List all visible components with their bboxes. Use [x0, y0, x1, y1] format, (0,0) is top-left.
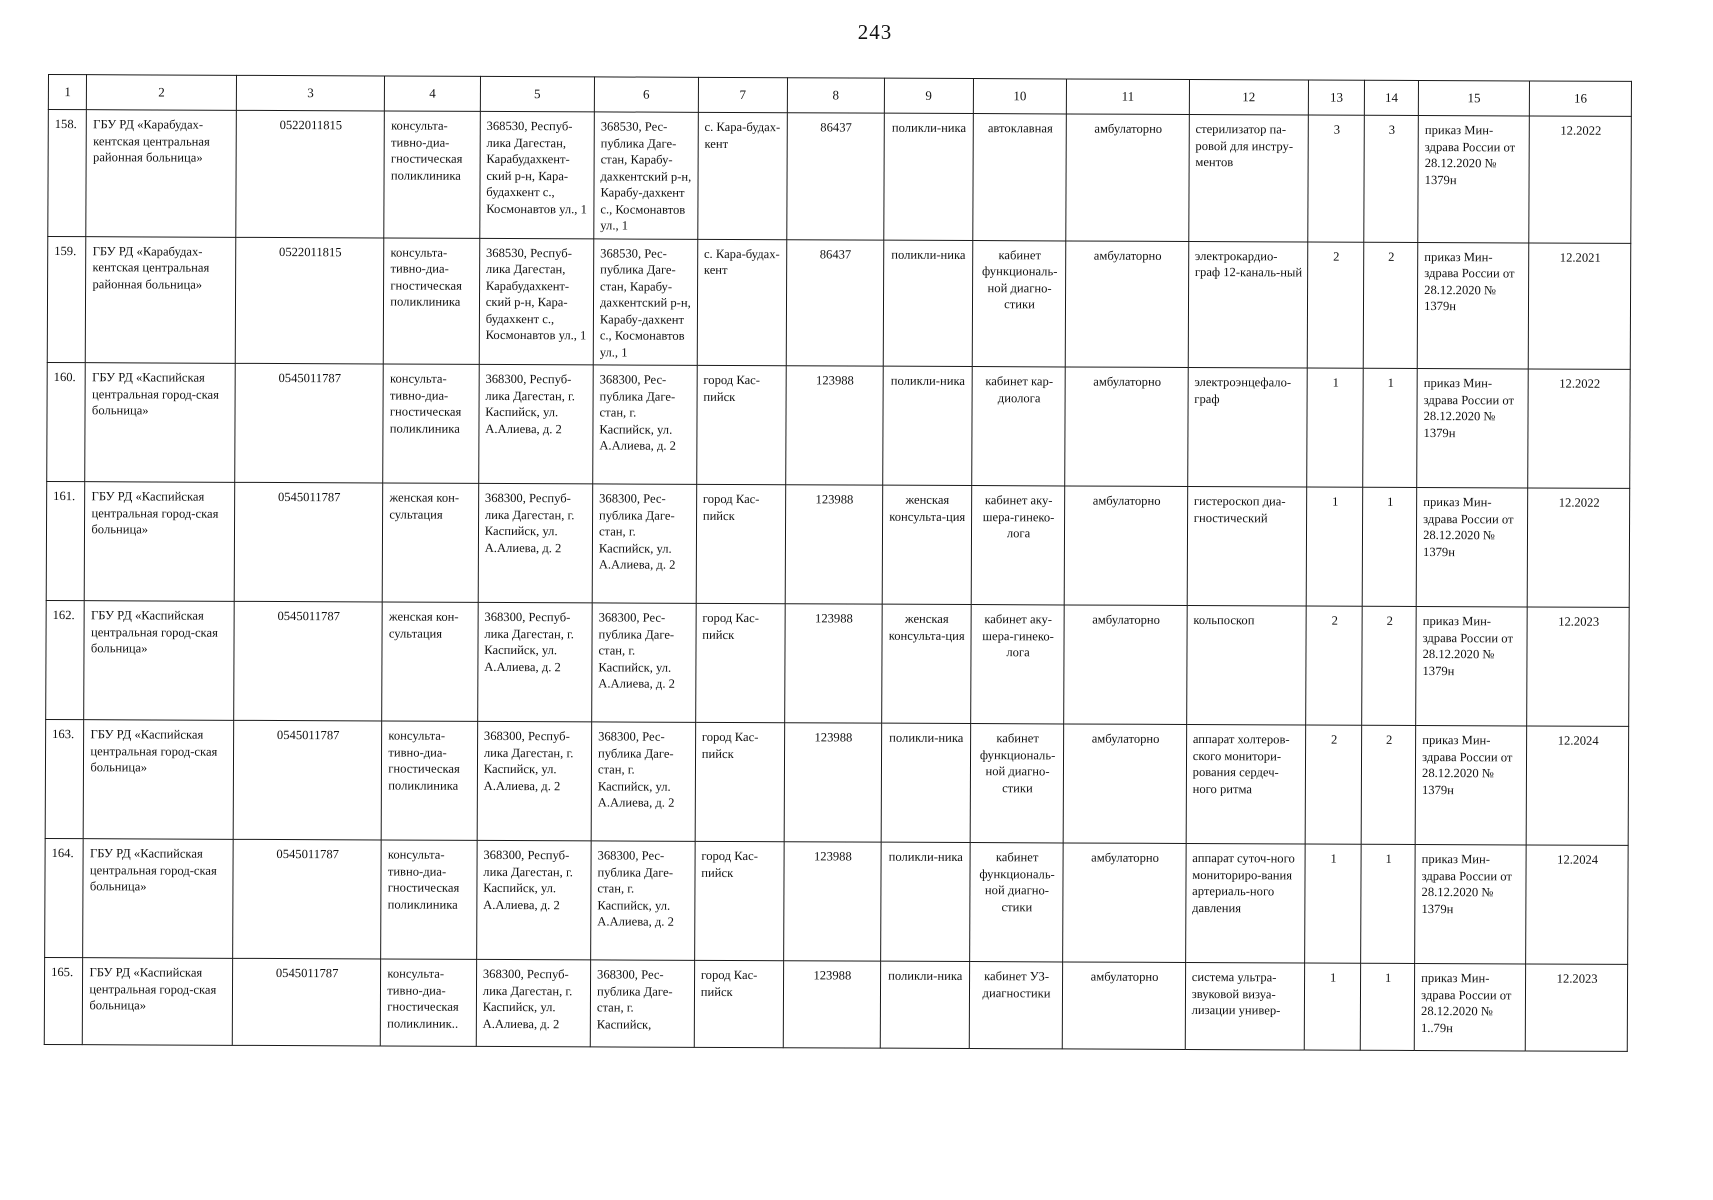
- legal-address: 368300, Респуб-лика Дагестан, г. Каспийск, ул. А.Алиева, д. 2: [476, 959, 591, 1046]
- quantity-required: 2: [1305, 725, 1362, 844]
- column-number: 7: [698, 77, 787, 112]
- legal-address: 368300, Респуб-лика Дагестан, г. Каспийск, ул. А.Алиева, д. 2: [477, 602, 592, 721]
- quantity-required: 2: [1307, 241, 1364, 368]
- organization-name: ГБУ РД «Каспийская центральная город-ская больница»: [84, 601, 234, 721]
- deadline-date: 12.2023: [1527, 607, 1629, 726]
- legal-basis: приказ Мин-здрава России от 28.12.2020 № 1379н: [1417, 368, 1529, 487]
- row-number: 162.: [46, 600, 85, 719]
- inn: 0545011787: [233, 720, 382, 840]
- organization-name: ГБУ РД «Каспийская центральная город-ская больница»: [85, 363, 235, 483]
- legal-basis: приказ Мин-здрава России от 28.12.2020 № 1379н: [1415, 725, 1527, 844]
- locality: город Кас-пийск: [695, 722, 785, 841]
- column-number: 8: [787, 78, 884, 113]
- legal-address: 368300, Респуб-лика Дагестан, г. Каспийск, ул. А.Алиева, д. 2: [479, 364, 594, 483]
- equipment-name: аппарат холтеров-ского монитори-рования сердеч-ного ритма: [1186, 724, 1306, 844]
- table-row: [48, 110, 1632, 243]
- room: кабинет УЗ-диагностики: [969, 962, 1063, 1049]
- locality: город Кас-пийск: [694, 841, 784, 960]
- department: женская консульта-ция: [882, 485, 972, 604]
- equipment-name: аппарат суточ-ного мониториро-вания артериаль-ного давления: [1185, 843, 1305, 963]
- row-number: 165.: [44, 957, 83, 1044]
- organization-name: ГБУ РД «Каспийская центральная город-ская больница»: [85, 482, 235, 602]
- room: кабинет функциональ-ной диагно-стики: [972, 240, 1066, 367]
- oktmo-code: 86437: [787, 113, 884, 240]
- quantity-planned: 1: [1362, 487, 1416, 606]
- care-mode: амбулаторно: [1064, 486, 1187, 606]
- legal-address: 368530, Респуб-лика Дагестан, Карабудахкент-ский р-н, Кара-будахкент с., Космонавтов ул., 1: [479, 238, 594, 365]
- equipment-name: кольпоскоп: [1186, 605, 1306, 725]
- table-row: [45, 719, 1629, 845]
- quantity-planned: 2: [1363, 242, 1418, 369]
- oktmo-code: 123988: [785, 604, 882, 723]
- oktmo-code: 123988: [785, 485, 882, 604]
- oktmo-code: 123988: [786, 366, 883, 485]
- table-row: [46, 600, 1630, 726]
- locality: с. Кара-будах-кент: [697, 239, 787, 366]
- equipment-name: электрокардио-граф 12-каналь-ный: [1188, 241, 1308, 368]
- room: автоклавная: [973, 114, 1067, 241]
- actual-address: 368530, Рес-публика Даге-стан, Карабу-дахкентский р-н, Карабу-дахкент с., Космонавтов ул., 1: [593, 238, 697, 365]
- column-number: 1: [48, 75, 87, 110]
- subdivision: консульта-тивно-диа-гностическая поликлиника: [381, 840, 477, 959]
- oktmo-code: 123988: [783, 961, 880, 1048]
- page-number: 243: [857, 20, 893, 44]
- deadline-date: 12.2022: [1527, 488, 1629, 607]
- room: кабинет аку-шера-гинеко-лога: [971, 605, 1065, 724]
- column-number: 4: [385, 76, 481, 111]
- actual-address: 368300, Рес-публика Даге-стан, г. Каспийск, ул. А.Алиева, д. 2: [592, 484, 696, 603]
- legal-basis: приказ Мин-здрава России от 28.12.2020 № 1379н: [1416, 606, 1528, 725]
- quantity-planned: 2: [1361, 725, 1415, 844]
- table-row: [44, 957, 1627, 1051]
- legal-basis: приказ Мин-здрава России от 28.12.2020 № 1379н: [1416, 487, 1528, 606]
- legal-basis: приказ Мин-здрава России от 28.12.2020 № 1379н: [1418, 115, 1530, 242]
- column-number: 11: [1067, 79, 1190, 115]
- column-number: 10: [973, 79, 1067, 114]
- legal-basis: приказ Мин-здрава России от 28.12.2020 № 1379н: [1415, 844, 1527, 963]
- actual-address: 368300, Рес-публика Даге-стан, г. Каспийск, ул. А.Алиева, д. 2: [593, 365, 697, 484]
- legal-address: 368300, Респуб-лика Дагестан, г. Каспийск, ул. А.Алиева, д. 2: [476, 840, 591, 959]
- row-number: 158.: [48, 110, 87, 237]
- deadline-date: 12.2023: [1525, 964, 1627, 1051]
- care-mode: амбулаторно: [1064, 605, 1187, 725]
- quantity-planned: 1: [1363, 368, 1417, 487]
- row-number: 163.: [45, 719, 84, 838]
- subdivision: консульта-тивно-диа-гностическая поликлиника: [383, 364, 479, 483]
- column-number: 9: [884, 78, 973, 113]
- locality: город Кас-пийск: [696, 484, 786, 603]
- row-number: 164.: [45, 838, 84, 957]
- department: женская консульта-ция: [881, 604, 971, 723]
- organization-name: ГБУ РД «Карабудах-кентская центральная районная больница»: [86, 110, 236, 237]
- legal-address: 368530, Респуб-лика Дагестан, Карабудахкент-ский р-н, Кара-будахкент с., Космонавтов ул., 1: [480, 111, 595, 238]
- room: кабинет кар-диолога: [972, 367, 1066, 486]
- quantity-required: 1: [1306, 487, 1363, 606]
- row-number: 161.: [46, 481, 85, 600]
- organization-name: ГБУ РД «Карабудах-кентская центральная районная больница»: [86, 236, 236, 363]
- department: поликли-ника: [880, 842, 970, 961]
- care-mode: амбулаторно: [1066, 114, 1189, 241]
- legal-basis: приказ Мин-здрава России от 28.12.2020 № 1379н: [1417, 242, 1529, 369]
- locality: с. Кара-будах-кент: [698, 112, 788, 239]
- quantity-required: 2: [1306, 606, 1363, 725]
- column-number: 13: [1308, 80, 1364, 115]
- deadline-date: 12.2024: [1526, 726, 1628, 845]
- column-number: 12: [1189, 79, 1309, 115]
- care-mode: амбулаторно: [1065, 367, 1188, 487]
- deadline-date: 12.2022: [1529, 116, 1631, 243]
- row-number: 159.: [47, 236, 86, 363]
- organization-name: ГБУ РД «Каспийская центральная город-ская больница»: [83, 958, 233, 1046]
- care-mode: амбулаторно: [1065, 240, 1188, 367]
- care-mode: амбулаторно: [1063, 962, 1186, 1050]
- row-number: 160.: [47, 362, 86, 481]
- equipment-name: электроэнцефало-граф: [1187, 367, 1307, 487]
- inn: 0545011787: [234, 482, 383, 602]
- actual-address: 368300, Рес-публика Даге-стан, г. Каспийск, ул. А.Алиева, д. 2: [591, 722, 695, 841]
- inn: 0522011815: [236, 110, 385, 237]
- oktmo-code: 123988: [784, 723, 881, 842]
- column-number: 16: [1530, 81, 1632, 116]
- table-row: [46, 481, 1630, 607]
- department: поликли-ника: [882, 366, 972, 485]
- room: кабинет функциональ-ной диагно-стики: [970, 724, 1064, 843]
- legal-address: 368300, Респуб-лика Дагестан, г. Каспийск, ул. А.Алиева, д. 2: [477, 721, 592, 840]
- actual-address: 368300, Рес-публика Даге-стан, г. Каспийск, ул. А.Алиева, д. 2: [592, 603, 696, 722]
- locality: город Кас-пийск: [696, 365, 786, 484]
- department: поликли-ника: [881, 723, 971, 842]
- locality: город Кас-пийск: [694, 960, 784, 1047]
- subdivision: консульта-тивно-диа-гностическая поликлиник..: [381, 959, 477, 1046]
- actual-address: 368300, Рес-публика Даге-стан, г. Каспийск,: [590, 960, 694, 1047]
- oktmo-code: 123988: [784, 842, 881, 961]
- inn: 0522011815: [235, 237, 384, 364]
- quantity-required: 1: [1305, 844, 1362, 963]
- actual-address: 368300, Рес-публика Даге-стан, г. Каспийск, ул. А.Алиева, д. 2: [591, 841, 695, 960]
- department: поликли-ника: [880, 961, 970, 1048]
- inn: 0545011787: [233, 839, 382, 959]
- quantity-required: 1: [1307, 368, 1364, 487]
- inn: 0545011787: [232, 958, 381, 1046]
- column-number: 3: [236, 75, 385, 111]
- actual-address: 368530, Рес-публика Даге-стан, Карабу-дахкентский р-н, Карабу-дахкент с., Космонавтов ул., 1: [594, 112, 698, 239]
- equipment-name: система ультра-звуковой визуа-лизации универ-: [1185, 962, 1305, 1050]
- subdivision: консульта-тивно-диа-гностическая поликлиника: [384, 237, 480, 364]
- inn: 0545011787: [235, 363, 384, 483]
- locality: город Кас-пийск: [695, 603, 785, 722]
- organization-name: ГБУ РД «Каспийская центральная город-ская больница»: [83, 839, 233, 959]
- quantity-planned: 1: [1360, 963, 1414, 1050]
- quantity-planned: 3: [1364, 115, 1419, 242]
- register-table: [44, 74, 1632, 1052]
- room: кабинет аку-шера-гинеко-лога: [971, 486, 1065, 605]
- column-number: 14: [1364, 80, 1418, 115]
- table-row: [47, 236, 1631, 369]
- oktmo-code: 86437: [786, 239, 883, 366]
- equipment-name: гистероскоп диа-гностический: [1187, 486, 1307, 606]
- organization-name: ГБУ РД «Каспийская центральная город-ская больница»: [84, 720, 234, 840]
- subdivision: консульта-тивно-диа-гностическая поликлиника: [381, 721, 477, 840]
- quantity-planned: 1: [1361, 844, 1415, 963]
- care-mode: амбулаторно: [1063, 843, 1186, 963]
- deadline-date: 12.2021: [1528, 242, 1630, 369]
- column-number: 5: [480, 76, 594, 111]
- department: поликли-ника: [883, 113, 973, 240]
- subdivision: женская кон-сультация: [382, 602, 478, 721]
- column-number: 15: [1418, 80, 1529, 115]
- subdivision: консульта-тивно-диа-гностическая поликлиника: [384, 111, 480, 238]
- equipment-name: стерилизатор па-ровой для инстру-ментов: [1189, 114, 1309, 241]
- quantity-required: 1: [1304, 963, 1360, 1050]
- table-row: [45, 838, 1629, 964]
- deadline-date: 12.2022: [1528, 369, 1630, 488]
- column-number: 2: [87, 75, 237, 111]
- department: поликли-ника: [883, 240, 973, 367]
- column-number: 6: [594, 77, 698, 112]
- inn: 0545011787: [234, 601, 383, 721]
- quantity-required: 3: [1308, 115, 1365, 242]
- care-mode: амбулаторно: [1063, 724, 1186, 844]
- room: кабинет функциональ-ной диагно-стики: [969, 843, 1063, 962]
- table-row: [47, 362, 1631, 488]
- deadline-date: 12.2024: [1526, 845, 1628, 964]
- legal-basis: приказ Мин-здрава России от 28.12.2020 № 1..79н: [1414, 963, 1525, 1050]
- subdivision: женская кон-сультация: [383, 483, 479, 602]
- legal-address: 368300, Респуб-лика Дагестан, г. Каспийск, ул. А.Алиева, д. 2: [478, 483, 593, 602]
- quantity-planned: 2: [1362, 606, 1416, 725]
